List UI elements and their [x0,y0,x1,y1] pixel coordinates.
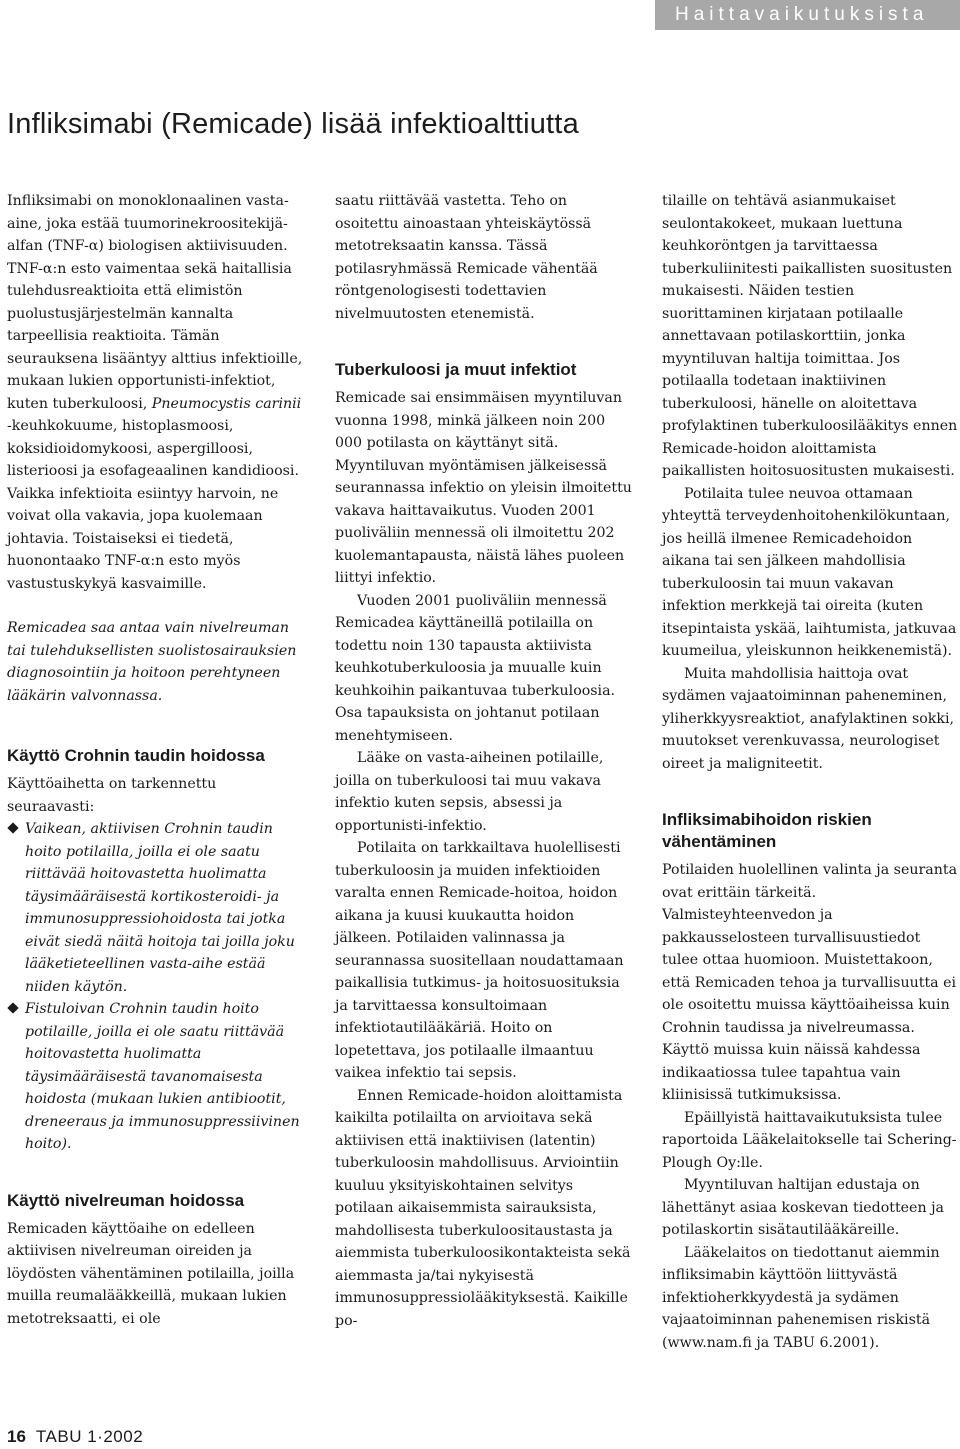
article-title: Infliksimabi (Remicade) lisää infektioalttiutta [7,108,579,140]
paragraph: saatu riittävää vastetta. Teho on osoitettu ainoastaan yhteiskäytössä metotreksaatin kanssa. Tässä potilasryhmässä Remicade vähentää röntgenologisesti todettavien nivelmuutosten etenemistä. [335,193,598,322]
paragraph: Myyntiluvan haltijan edustaja on lähettänyt asiaa koskevan tiedotteen ja potilaskortin sisätautilääkäreille. [662,1177,944,1238]
indication-list [7,818,307,1156]
list-item-text: Vaikean, aktiivisen Crohnin taudin hoito potilailla, joilla ei ole saatu riittävää hoitovastetta huolimatta täysimääräisestä kortikosteroidi- ja immunosuppressiohoidosta tai jotka eivät siedä näitä hoitoja tai joilla joku lääketieteellinen vasta-aihe estää niiden käytön. [25,821,295,995]
paragraph: Ennen Remicade-hoidon aloittamista kaikilta potilailta on arvioitava sekä aktiivisen että inaktiivisen (latentin) tuberkuloosin mahdollisuus. Arviointiin kuuluu yksityiskohtainen selvitys potilaan aikaisemmista sairauksista, mahdollisesta tuberkuloositaustasta ja aiemmista tuberkuloosikontakteista sekä aiemmasta ja/tai nykyisestä immunosuppressiolääkityksestä. Kaikille po- [335,1087,631,1329]
risk-heading: Infliksimabihoidon riskien vähentäminen [662,810,872,851]
intro-paragraph [7,190,307,595]
column-2 [335,190,635,1332]
red-italic-note: Remicadea saa antaa vain nivelreuman tai tulehduksellisten suolistosairauksien diagnosointiin ja hoitoon perehtyneen lääkärin valvonnassa. [7,620,297,704]
paragraph: Epäillyistä haittavaikutuksista tulee raportoida Lääkelaitokselle tai Schering-Plough Oy:lle. [662,1109,957,1171]
page-number: 16 [7,1427,26,1446]
paragraph: Lääkelaitos on tiedottanut aiemmin infliksimabin käyttöön liittyvästä infektioherkkyydestä ja sydämen vajaatoiminnan pahenemisen riskistä (www.nam.fi ja TABU 6.2001). [662,1244,940,1351]
paragraph: Potilaiden huolellinen valinta ja seuranta ovat erittäin tärkeitä. Valmisteyhteenvedon ja pakkausselosteen turvallisuustiedot tulee ottaa huomioon. Muistettakoon, että Remicaden tehoa ja turvallisuutta ei ole osoitettu muissa käyttöaiheissa kuin Crohnin taudissa ja nivelreumassa. Käyttö muissa kuin näissä kahdessa indikaatiossa tulee tapahtua vain kliinisissä tutkimuksissa. [662,862,958,1103]
paragraph: tilaille on tehtävä asianmukaiset seulontakokeet, mukaan luettuna keuhkoröntgen ja tarvittaessa tuberkuliinitesti paikallisten suositusten mukaisesti. Näiden testien suorittaminen kirjataan potilaalle annettavaan potilaskorttiin, jonka myyntiluvan haltija toimittaa. Jos potilaalla todetaan inaktiivinen tuberkuloosi, hänelle on aloitettava profylaktinen tuberkuloosilääkitys ennen Remicade-hoidon aloittamista paikallisten hoitosuositusten mukaisesti. [662,193,958,479]
column-1 [7,190,307,1330]
section-tag: Haittavaikutuksista [655,0,960,30]
tb-heading: Tuberkuloosi ja muut infektiot [335,360,577,379]
diamond-bullet-icon [7,1002,18,1013]
paragraph: Lääke on vasta-aiheinen potilaille, joilla on tuberkuloosi tai muu vakava infektio kuten sepsis, absessi ja opportunisti-infektio. [335,750,604,834]
intro-text-tail: -keuhkokuume, histoplasmoosi, koksidioidomykoosi, aspergilloosi, listerioosi ja esofageaalinen kandidioosi. Vaikka infektioita esiintyy harvoin, ne voivat olla vakavia, jopa kuolemaan johtavia. Toistaiseksi ei tiedetä, huonontaako TNF-α:n esto myös vastustuskykyä kasvaimille. [7,418,299,592]
list-item-text: Fistuloivan Crohnin taudin hoito potilaille, joilla ei ole saatu riittävää hoitovastetta huolimatta täysimääräisestä tavanomaisesta hoidosta (mukaan lukien antibiootit, dreneeraus ja immunosuppressiivinen hoito). [25,1001,300,1152]
paragraph: Vuoden 2001 puoliväliin mennessä Remicadea käyttäneillä potilailla on todettu noin 130 tapausta aktiivista keuhkotuberkuloosia ja muualle kuin keuhkoihin paikantuvaa tuberkuloosia. Osa tapauksista on johtanut potilaan menehtymiseen. [335,592,616,744]
page-footer [7,1427,143,1449]
crohn-heading: Käyttö Crohnin taudin hoidossa [7,746,265,765]
list-item [7,998,307,1156]
magazine-name: TABU 1·2002 [35,1427,144,1446]
crohn-intro: Käyttöaihetta on tarkennettu seuraavasti: [7,776,217,815]
diamond-bullet-icon [7,822,18,833]
ra-heading: Käyttö nivelreuman hoidossa [7,1190,245,1210]
paragraph: Muita mahdollisia haittoja ovat sydämen vajaatoiminnan paheneminen, yliherkkyysreaktiot, anafylaktinen sokki, muutokset verenkuvassa, neurologiset oireet ja maligniteetit. [662,665,955,772]
paragraph: Remicade sai ensimmäisen myyntiluvan vuonna 1998, minkä jälkeen noin 200 000 potilasta on käyttänyt sitä. Myyntiluvan myöntämisen jälkeisessä seurannassa infektio on yleisin ilmoitettu vakava haittavaikutus. Vuoden 2001 puoliväliin mennessä oli ilmoitettu 202 kuolemantapausta, näistä lähes puoleen liittyi infektio. [335,390,632,586]
paragraph: Potilaita tulee neuvoa ottamaan yhteyttä terveydenhoitohenkilökuntaan, jos heillä ilmenee Remicadehoidon aikana tai sen jälkeen mahdollisia tuberkuloosin tai muun vakavan infektion merkkejä tai oireita (kuten itsepintaista yskää, laihtumista, jatkuvaa kuumeilua, yleiskunnon heikkenemistä). [662,485,957,659]
paragraph: Potilaita on tarkkailtava huolellisesti tuberkuloosin ja muiden infektioiden varalta ennen Remicade-hoitoa, hoidon aikana ja kuusi kuukautta hoidon jälkeen. Potilaiden valinnassa ja seurannassa suositellaan noudattamaan paikallisia tutkimus- ja hoitosuosituksia ja tarvittaessa konsultoimaan infektiotautilääkäriä. Hoito on lopetettava, jos potilaalle ilmaantuu vaikea infektio tai sepsis. [335,840,624,1081]
list-item [7,818,307,998]
intro-text: Infliksimabi on monoklonaalinen vasta-aine, joka estää tuumorinekroositekijä-alfan (TNF-α) biologisen aktiivisuuden. TNF-α:n esto vaimentaa sekä haitallisia tulehdusreaktioita että elimistön puolustusjärjestelmän kannalta tarpeellisia reaktioita. Tämän seurauksena lisääntyy alttius infektioille, mukaan lukien opportunisti-infektiot, kuten tuberkuloosi, [7,193,303,412]
intro-italic-term: Pneumocystis carinii [151,395,302,412]
ra-paragraph: Remicaden käyttöaihe on edelleen aktiivisen nivelreuman oireiden ja löydösten vähentäminen potilailla, joilla muilla reumalääkkeillä, mukaan lukien metotreksaatti, ei ole [7,1220,295,1327]
column-3 [662,190,958,1354]
